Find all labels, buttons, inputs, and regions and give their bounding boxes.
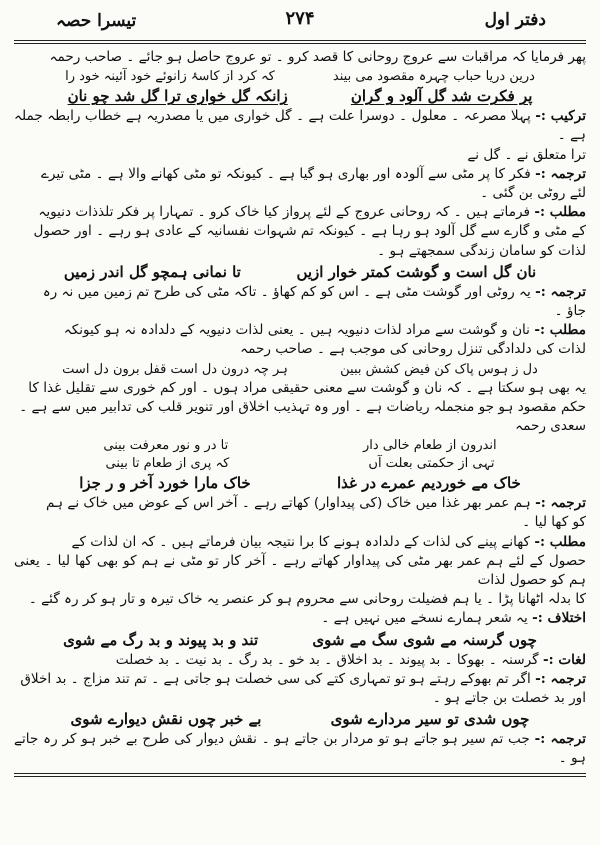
section-label: مطلب :- <box>534 322 586 339</box>
line-text: یہ بھی ہو سکتا ہے ۔ کہ نان و گوشت سے معنی حقیقی مراد ہوں ۔ اور کم خوری سے تقلیل غذا کا <box>28 379 586 396</box>
section-label: اختلاف :- <box>532 610 586 627</box>
paragraph-line <box>14 417 586 436</box>
paragraph-line <box>14 48 586 67</box>
verse-second-hemistich: تا نمانی ہمچو گل اندر زمیں <box>63 262 241 281</box>
header-rule <box>14 40 586 44</box>
paragraph-line <box>14 302 586 321</box>
verse-second-hemistich: ہر چہ درون دل است قفل برون دل است <box>62 361 288 377</box>
paragraph-line <box>14 552 586 590</box>
verse-line <box>36 709 564 729</box>
verse-first-hemistich: دل ز ہوس پاک کن فیض کشش ببین <box>340 361 538 377</box>
line-text: پہلا مصرعہ ۔ معلول ۔ دوسرا علت ہے ۔ گل خواری میں یا مصدریہ ہے خطاب رابطہ جملہ ہے ۔ <box>14 108 586 144</box>
paragraph-line <box>14 379 586 398</box>
section-label: ترجمہ :- <box>535 283 586 300</box>
verse-first-hemistich: نان گل است و گوشت کمتر خوار ازیں <box>296 262 537 281</box>
paragraph-line <box>14 590 586 609</box>
line-text: حکم مقصود ہو جو منجملہ ریاضات ہے ۔ اور وہ تہذیب اخلاق اور تنویر قلب کی تدابیر میں سے ہے ۔ <box>19 398 586 415</box>
page-header <box>14 6 586 40</box>
line-text: حصول کے لئے ہم عمر بھر مٹی کی پیداوار کھاتے رہے ۔ آخر کار تو مٹی نے ہم کو بھی کھا لیا ۔ یعنی ہم کو حصول لذات <box>14 552 586 589</box>
line-text: اگر تم بھوکے رہتے ہو تو تمہاری کتے کی سی خصلت ہو جاتی ہے ۔ تم تند مزاج ۔ بد اخلاق <box>20 670 531 687</box>
verse-second-hemistich: کہ کرد از کاسۂ زانوئے خود آئینہ خود را <box>65 69 275 85</box>
verse-first-hemistich: درین دریا حباب چہرہ مقصود می بیند <box>332 69 535 85</box>
paragraph-line <box>14 222 586 241</box>
section-label: ترجمہ :- <box>535 495 586 512</box>
line-text: کو کھا لیا ۔ <box>522 514 586 531</box>
verse-second-hemistich: زانکہ گل خواری ترا گل شد چو نان <box>67 87 288 106</box>
verse-first-hemistich: چوں گرسنہ مے شوی سگ مے شوی <box>312 630 537 649</box>
line-text: فرماتے ہیں ۔ کہ روحانی عروج کے لئے پرواز کیا خاک کرو ۔ تمہارا پر فکر تلذذات دنیویہ <box>38 204 530 221</box>
section-label: مطلب :- <box>534 533 586 550</box>
line-text: یہ شعر ہمارے نسخے میں نہیں ہے ۔ <box>321 610 528 627</box>
line-text: ترا متعلق نے ۔ گل نے <box>467 146 586 163</box>
verse-line <box>36 437 564 454</box>
verse-line <box>36 455 564 472</box>
verse-first-hemistich: تہی از حکمتی بعلت آں <box>368 456 495 472</box>
verse-second-hemistich: تند و بد پیوند و بد رگ مے شوی <box>63 630 259 649</box>
verse-first-hemistich: پر فکرت شد گل آلود و گران <box>350 87 533 106</box>
labeled-paragraph-line <box>14 107 586 145</box>
page-number: ۲۷۴ <box>285 8 315 29</box>
verse-line <box>36 473 564 493</box>
verse-line <box>36 630 564 650</box>
verse-first-hemistich: چوں شدی تو سیر مردارے شوی <box>330 710 530 729</box>
line-text: سعدی رحمہ <box>515 418 586 435</box>
paragraph-line <box>14 689 586 708</box>
line-text: نان و گوشت سے مراد لذات دنیویہ ہیں ۔ یعنی لذات دنیویہ کے دلدادہ نہ ہو کیونکہ <box>63 322 530 339</box>
line-text: لذات کو سامان زندگی سمجھتے ہو ۔ <box>377 242 586 259</box>
verse-line <box>36 68 564 85</box>
line-text: جاؤ ۔ <box>554 303 586 320</box>
verse-second-hemistich: کہ پری از طعام تا بینی <box>105 456 230 472</box>
verse-line <box>36 262 564 282</box>
verse-first-hemistich: اندرون از طعام خالی دار <box>362 438 497 454</box>
verse-line <box>36 361 564 378</box>
section-label: ترجمہ :- <box>535 165 586 182</box>
section-label: ترجمہ :- <box>535 670 586 687</box>
labeled-paragraph-line <box>14 651 586 670</box>
line-text: فکر کا پر مٹی سے آلودہ اور بھاری ہو گیا ہے ۔ کیونکہ تو مٹی کھانے والا ہے ۔ مٹی تیرے <box>40 165 531 182</box>
section-title: تیسرا حصہ <box>56 11 137 31</box>
verse-first-hemistich: خاک مے خوردیم عمرے در غذا <box>337 474 521 493</box>
section-label: مطلب :- <box>534 204 586 221</box>
paragraph-line <box>14 242 586 261</box>
line-text: کا بدلہ اٹھانا پڑا ۔ یا ہم فضیلت روحانی سے محروم ہو کر عنصر یہ خاک تیرہ و تار ہو کر رہ گئے ۔ <box>28 591 586 608</box>
labeled-paragraph-line <box>14 533 586 552</box>
paragraph-line <box>14 146 586 165</box>
paragraph-line <box>14 398 586 417</box>
labeled-paragraph-line <box>14 321 586 340</box>
verse-second-hemistich: بے خبر چوں نقش دیوارے شوی <box>70 710 262 729</box>
volume-title: دفتر اول <box>484 10 546 30</box>
footer-rule <box>14 773 586 777</box>
verse-second-hemistich: خاک مارا خورد آخر و ر جزا <box>79 474 251 493</box>
labeled-paragraph-line <box>14 203 586 222</box>
section-label: ترجمہ :- <box>534 731 586 748</box>
line-text: کھانے پینے کی لذات کے دلدادہ ہونے کا برا نتیجہ بیان فرماتے ہیں ۔ کہ ان لذات کے <box>71 533 530 550</box>
line-text: جب تم سیر ہو جاتے ہو تو مردار بن جاتے ہو ۔ نقش دیوار کی طرح بے خبر ہو کر رہ جاتے ہو ۔ <box>14 731 586 767</box>
line-text: لئے روٹی بن گئی ۔ <box>480 185 586 202</box>
labeled-paragraph-line <box>14 494 586 513</box>
paragraph-line <box>14 184 586 203</box>
labeled-paragraph-line <box>14 730 586 768</box>
section-label: ترکیب :- <box>535 108 586 125</box>
line-text: پھر فرمایا کہ مراقبات سے عروج روحانی کا قصد کرو ۔ تو عروج حاصل ہو جائے ۔ صاحب رحمہ <box>49 49 586 65</box>
section-label: لغات :- <box>542 651 586 668</box>
paragraph-line <box>14 513 586 532</box>
labeled-paragraph-line <box>14 165 586 184</box>
labeled-paragraph-line <box>14 609 586 628</box>
line-text: یہ روٹی اور گوشت مٹی ہے ۔ اس کو کم کھاؤ ۔ تاکہ مٹی کی طرح تم زمین میں نہ رہ <box>42 283 531 300</box>
line-text: لذات کی دلدادگی تنزل روحانی کی موجب ہے ۔ صاحب رحمہ <box>240 341 586 358</box>
line-text: گرسنہ ۔ بھوکا ۔ بد پیوند ۔ بد اخلاق ۔ بد خو ۔ بد رگ ۔ بد نیت ۔ بد خصلت <box>115 651 539 668</box>
line-text: کے مٹی و گارے سے گل آلود ہو رہا ہے ۔ کیونکہ تم شہوات نفسانیہ کے عادی ہو رہے ۔ اور حصول <box>33 223 586 240</box>
paragraph-line <box>14 340 586 359</box>
verse-line <box>36 86 564 106</box>
line-text: ہم عمر بھر غذا میں خاک (کی پیداوار) کھاتے رہے ۔ آخر اس کے عوض میں خاک نے ہم <box>46 495 531 512</box>
verse-second-hemistich: تا در و نور معرفت بینی <box>103 438 229 454</box>
line-text: اور بد خصلت بن جاتے ہو ۔ <box>432 690 586 707</box>
labeled-paragraph-line <box>14 670 586 689</box>
labeled-paragraph-line <box>14 283 586 302</box>
page-body <box>14 48 586 769</box>
